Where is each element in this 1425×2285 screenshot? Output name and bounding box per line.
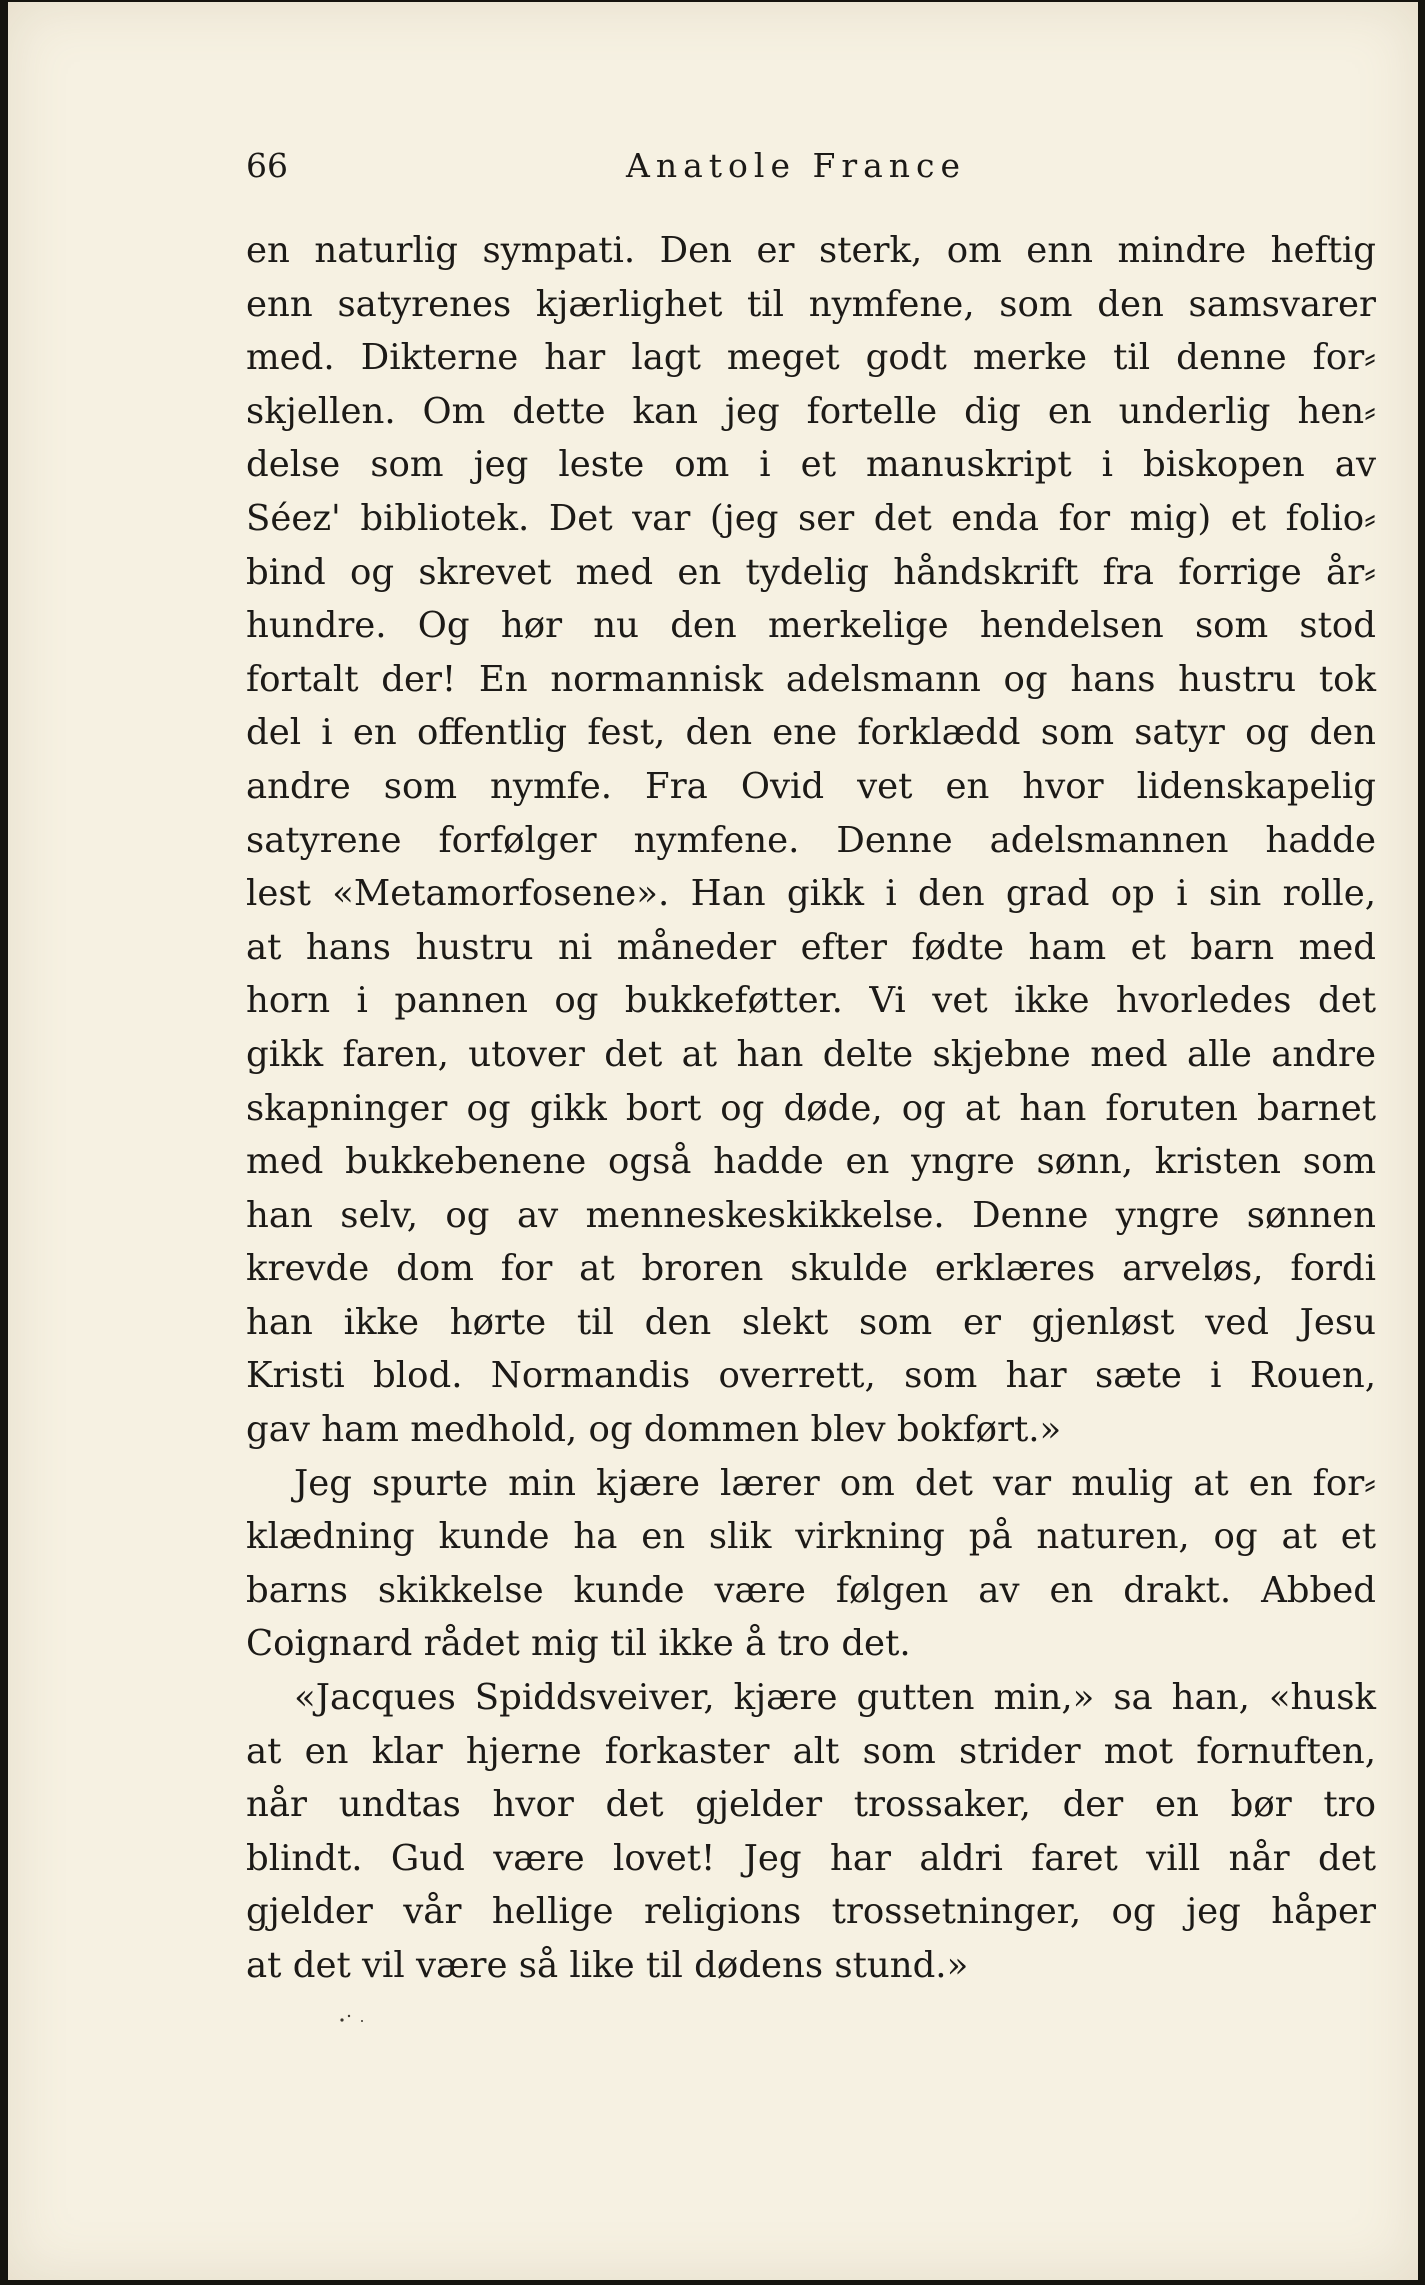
text-line: satyrene forfølger nymfene. Denne adelsmannen hadde [246, 819, 1376, 861]
text-line: at det vil være så like til dødens stund.» [246, 1945, 969, 1986]
text-line: gjelder vår hellige religions trossetninger, og jeg håper [246, 1891, 1376, 1933]
text-line: bind og skrevet med en tydelig håndskrift fra forrige år⸗ [246, 551, 1376, 593]
text-line: at en klar hjerne forkaster alt som strider mot fornuften, [246, 1730, 1376, 1772]
page-number: 66 [246, 146, 288, 185]
text-line: Coignard rådet mig til ikke å tro det. [246, 1623, 911, 1665]
text-line: lest «Metamorfosene». Han gikk i den grad op i sin rolle, [246, 873, 1376, 915]
text-line: andre som nymfe. Fra Ovid vet en hvor lidenskapelig [246, 765, 1376, 807]
text-line: fortalt der! En normannisk adelsmann og hans hustru tok [246, 658, 1376, 700]
ink-speck [338, 2012, 368, 2024]
text-line: Séez' bibliotek. Det var (jeg ser det enda for mig) et folio⸗ [246, 497, 1376, 539]
text-line: horn i pannen og bukkeføtter. Vi vet ikke hvorledes det [246, 980, 1376, 1022]
text-line: barns skikkelse kunde være følgen av en drakt. Abbed [246, 1569, 1376, 1611]
text-line: blindt. Gud være lovet! Jeg har aldri faret vill når det [246, 1837, 1376, 1879]
text-line: skjellen. Om dette kan jeg fortelle dig en underlig hen⸗ [246, 390, 1376, 432]
text-line: del i en offentlig fest, den ene forklædd som satyr og den [246, 712, 1376, 754]
text-line: en naturlig sympati. Den er sterk, om enn mindre heftig [246, 230, 1376, 271]
text-line: med. Dikterne har lagt meget godt merke til denne for⸗ [246, 337, 1376, 379]
page-header [246, 142, 1376, 190]
text-line: med bukkebenene også hadde en yngre sønn, kristen som [246, 1141, 1376, 1183]
text-line: Kristi blod. Normandis overrett, som har sæte i Rouen, [246, 1355, 1376, 1397]
text-line: Jeg spurte min kjære lærer om det var mulig at en for⸗ [294, 1462, 1376, 1504]
body-text [246, 224, 1376, 1993]
text-line: skapninger og gikk bort og døde, og at han foruten barnet [246, 1087, 1376, 1129]
text-line: klædning kunde ha en slik virkning på naturen, og at et [246, 1516, 1376, 1558]
text-line: delse som jeg leste om i et manuskript i biskopen av [246, 444, 1376, 486]
text-line: «Jacques Spiddsveiver, kjære gutten min,» sa han, «husk [294, 1677, 1376, 1719]
running-head: Anatole France [626, 146, 967, 185]
book-page [8, 2, 1418, 2280]
text-line: krevde dom for at broren skulde erklæres arveløs, fordi [246, 1248, 1376, 1290]
text-line: gikk faren, utover det at han delte skjebne med alle andre [246, 1033, 1376, 1075]
text-line: hundre. Og hør nu den merkelige hendelsen som stod [246, 605, 1376, 647]
text-line: at hans hustru ni måneder efter fødte ham et barn med [246, 926, 1376, 968]
text-line: han selv, og av menneskeskikkelse. Denne yngre sønnen [246, 1194, 1376, 1236]
text-line: gav ham medhold, og dommen blev bokført.» [246, 1409, 1062, 1451]
text-line: enn satyrenes kjærlighet til nymfene, som den samsvarer [246, 283, 1376, 325]
text-line: han ikke hørte til den slekt som er gjenløst ved Jesu [246, 1301, 1376, 1343]
text-line: når undtas hvor det gjelder trossaker, der en bør tro [246, 1784, 1376, 1826]
